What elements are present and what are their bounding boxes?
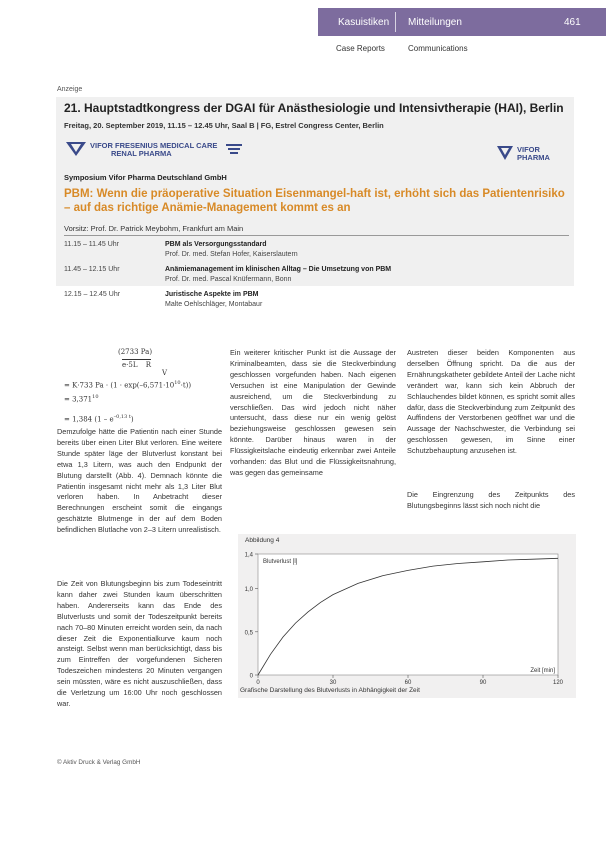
program-talk-1: PBM als Versorgungsstandard (165, 241, 267, 248)
y-tick-label: 0 (249, 673, 253, 680)
x-axis-label: Zeit [min] (530, 668, 555, 674)
ad-subtitle: Freitag, 20. September 2019, 11.15 – 12.45 Uhr, Saal B | FG, Estrel Congress Center, Berlin (64, 121, 384, 130)
ad-divider (64, 235, 569, 236)
program-speaker-1: Prof. Dr. med. Stefan Hofer, Kaiserslautern (165, 251, 298, 258)
vifor-fresenius-logo-icon (66, 142, 86, 156)
x-tick-label: 0 (256, 680, 260, 686)
x-tick-label: 30 (329, 680, 337, 686)
formula-line2-text: = K·733 Pa · (1 · exp(–6,571·10 (64, 381, 175, 390)
formula-line1-c: R (145, 361, 151, 369)
formula-line1-d: V (162, 369, 168, 377)
column-3-paragraph-2: Die Eingrenzung des Zeitpunkts des Blutungsbeginns lässt sich noch nicht die (407, 490, 575, 510)
section-kasuistiken: Kasuistiken (338, 17, 390, 28)
column-1-paragraph-1: Demzufolge hätte die Patientin nach einer Stunde bereits über einen Liter Blut verloren. Eine weitere Stunde später läge der Blutverlust konstant bei etwa 1,3 Litern, was auch den Endpunkt der Blutung darstellt (Abb. 4). Demnach könnte die Patientin insgesamt nicht mehr als 1,3 Liter Blut verloren haben. In Anbetracht dieser Berechnungen erscheint somit die eingangs geschätzte Blutmenge in der auf dem Boden befindlichen Blutlache von 2–3 Litern unrealistisch. (57, 427, 222, 535)
formula-line1-b: e·5L (122, 361, 138, 369)
formula-line4-text: = 1,384 (1 – e (64, 415, 114, 424)
formula-line3-sup: 10 (92, 394, 99, 400)
formula-line2 (64, 380, 191, 389)
blood-loss-chart (238, 534, 576, 686)
vifor-pharma-logo-icon (497, 146, 513, 160)
program-time-2: 11.45 – 12.15 Uhr (64, 266, 120, 273)
logo-right-line1: VIFOR (517, 145, 540, 154)
y-axis-label: Blutverlust [l] (263, 559, 298, 565)
formula-line2-b: ·t)) (180, 381, 192, 390)
ad-title: 21. Hauptstadtkongress der DGAI für Anästhesiologie und Intensivtherapie (HAI), Berlin (64, 101, 564, 115)
vifor-lines-icon (226, 142, 242, 156)
formula-line1 (118, 348, 152, 356)
x-tick-label: 120 (552, 680, 564, 686)
footer: © Aktiv Druck & Verlag GmbH (57, 759, 141, 766)
subsection-communications: Communications (408, 44, 468, 53)
figure-label: Abbildung 4 (245, 537, 280, 544)
formula-line3-text: = 3,371 (64, 395, 93, 404)
formula-line3 (64, 394, 99, 403)
y-tick-label: 1,4 (244, 552, 253, 559)
ad-label: Anzeige (57, 86, 83, 93)
chart-plot-area (258, 554, 558, 675)
program-talk-2: Anämiemanagement im klinischen Alltag – Die Umsetzung von PBM (165, 266, 392, 273)
section-mitteilungen: Mitteilungen (408, 17, 462, 28)
formula-line4-sup: –0,13 t (113, 414, 131, 420)
logo-right-line2: PHARMA (517, 153, 550, 162)
program-speaker-3: Malte Oehlschläger, Montabaur (165, 301, 263, 308)
logo-left-line2: RENAL PHARMA (111, 149, 172, 158)
header-separator (395, 12, 396, 32)
program-speaker-2: Prof. Dr. med. Pascal Knüfermann, Bonn (165, 276, 292, 283)
program-time-3: 12.15 – 12.45 Uhr (64, 291, 121, 298)
subsection-case-reports: Case Reports (336, 44, 385, 53)
formula-line1-a: (2733 Pa) (118, 348, 153, 356)
column-2-paragraph-1: Ein weiterer kritischer Punkt ist die Aussage der Kriminalbeamten, dass sie die Steckverbindung geschlossen vorgefunden haben. Nach eigenen Versuchen ist eine Manipulation der Gewinde ausreichend, um die Steckverbindung zu verschließen. Das wird jedoch nicht näher untersucht, dass diese nur ein wenig gelöst beziehungsweise geschlossen gewesen sein könnte. Darüber hinaus waren in der Flüssigkeitslache eindeutig erkennbar zwei Anteile vorhanden: das Blut und die Flüssigkeitsnahrung, was gegen das gemeinsame (230, 348, 396, 477)
page-number: 461 (564, 17, 581, 28)
figure-caption: Grafische Darstellung des Blutverlusts in Abhängigkeit der Zeit (240, 687, 420, 694)
ad-chair: Vorsitz: Prof. Dr. Patrick Meybohm, Frankfurt am Main (64, 224, 244, 233)
x-tick-label: 60 (404, 680, 412, 686)
x-tick-label: 90 (479, 680, 487, 686)
symposium-title: Symposium Vifor Pharma Deutschland GmbH (64, 173, 227, 182)
program-time-1: 11.15 – 11.45 Uhr (64, 241, 120, 248)
formula-line4-b: ) (130, 415, 134, 424)
y-tick-label: 0,5 (244, 630, 253, 637)
logo-left-line1: VIFOR FRESENIUS MEDICAL CARE (90, 141, 218, 150)
y-tick-label: 1,0 (244, 587, 253, 594)
figure-box (238, 534, 576, 698)
section-header-bar (318, 8, 606, 36)
formula-line1-denominator (122, 359, 151, 369)
column-1-paragraph-2: Die Zeit von Blutungsbeginn bis zum Todeseintritt kann daher zwei Stunden kaum überschritten haben. Andererseits kann das Ende des Blutverlusts und somit der Todeszeitpunkt bereits nach 70–80 Minuten erreicht worden sein, da nach dieser Zeit die Exponentialkurve kaum noch ansteigt. Selbst wenn man berücksichtigt, dass bis zum Eintreffen der vorgefundenen Sicheren Todeszeichen mindestens 20 Minuten vergangen sein müssten, wäre es nicht auszuschließen, dass die Verletzung um 16:00 Uhr noch geschlossen war. (57, 579, 222, 708)
formula-line2-sup: 10 (174, 380, 181, 386)
ad-headline: PBM: Wenn die präoperative Situation Eisenmangel-haft ist, erhöht sich das Patientenrisiko – auf das richtige Anämie-Management kommt es an (64, 188, 565, 214)
column-3-paragraph-1: Austreten dieser beiden Komponenten aus derselben Öffnung spricht. Da die aus der Ernährungskatheter gebildete Anteil der Lache nicht verändert war, kann sich kein Abbruch der Schlauchendes bildet können, es spricht somit alles dafür, dass die Steckverbindung zum Zeitpunkt des Auffindens der Verstorbenen geöffnet war und die Aussage der Nachschwester, die Verbindung sei geschlossen gewesen, im Sinne einer Schutzbehauptung anzusehen ist. (407, 348, 575, 456)
program-talk-3: Juristische Aspekte im PBM (165, 291, 259, 298)
formula-line4 (64, 414, 134, 423)
